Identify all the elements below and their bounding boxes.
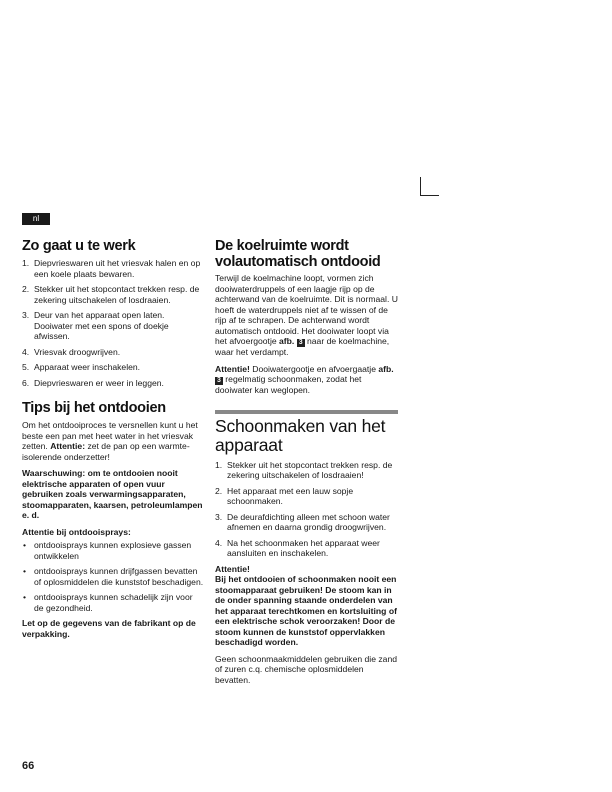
corner-crop-mark	[420, 177, 439, 196]
warning-text: Waarschuwing: om te ontdooien nooit elektrische apparaten of open vuur gebruiken zoals verwarmingsapparaten, stoomapparaten, kaarsen, petroleumlampen e. d.	[22, 468, 203, 520]
list-item: 2. Het apparaat met een lauw sopje schoonmaken.	[215, 485, 354, 506]
figure-reference-badge: 3	[217, 377, 221, 384]
cleaning-attention-label: Attentie!	[215, 563, 250, 574]
figure-reference-badge: 3	[298, 339, 303, 346]
list-item: 3. De deurafdichting alleen met schoon water afnemen en daarna grondig droogwrijven.	[215, 511, 390, 532]
right-column	[215, 232, 398, 685]
language-tab: nl	[22, 213, 50, 225]
manufacturer-note: Let op de gegevens van de fabrikant op de verpakking.	[22, 618, 196, 639]
page-number: 66	[22, 760, 35, 772]
cleaning-closing: Geen schoonmaakmiddelen gebruiken die zand of zuren c.q. chemische oplosmiddelen bevatten.	[215, 653, 398, 685]
list-item: 2. Stekker uit het stopcontact trekken resp. de zekering uitschakelen of losdraaien.	[22, 284, 200, 305]
koelruimte-attention: Attentie! Dooiwatergootje en afvoergaatje afb. 3 regelmatig schoonmaken, zodat het dooiwater kan weglopen.	[215, 363, 394, 395]
list-item: 4. Na het schoonmaken het apparaat weer aansluiten en inschakelen.	[215, 537, 380, 558]
list-item: 1. Diepvrieswaren uit het vriesvak halen en op een koele plaats bewaren.	[22, 258, 201, 279]
list-item: 6. Diepvrieswaren er weer in leggen.	[22, 377, 164, 388]
koelruimte-body: Terwijl de koelmachine loopt, vormen zich dooiwaterdruppels of een laagje rijp op de achterwand van de koelruimte. Dit is normaal. U hoeft de waterdruppels niet af te wissen of de rijp af te schrapen. De achterwand wordt automatisch ontdooid. Het dooiwater loopt via het afvoergootje afb. 3 naar de koelmachine, waar het verdampt.	[215, 273, 398, 357]
section-title-koelruimte-ontdooid: De koelruimte wordt volautomatisch ontdooid	[215, 238, 381, 270]
tips-intro: Om het ontdooiproces te versnellen kunt u het beste een pan met heet water in het vriesvak zetten. Attentie: zet de pan op een warmte-isolerende onderzetter!	[22, 420, 198, 462]
list-item: • ontdooisprays kunnen explosieve gassen ontwikkelen	[23, 540, 192, 561]
list-item: 3. Deur van het apparaat open laten. Dooiwater met een spons of doekje afwissen.	[22, 310, 169, 341]
sprays-heading: Attentie bij ontdooisprays:	[22, 526, 131, 537]
list-item: 4. Vriesvak droogwrijven.	[22, 346, 121, 357]
list-item: 5. Apparaat weer inschakelen.	[22, 362, 141, 372]
list-item: 1. Stekker uit het stopcontact trekken resp. de zekering uitschakelen of losdraaien!	[215, 459, 393, 480]
defrost-steps-list	[22, 258, 204, 388]
cleaning-steps-list	[215, 460, 398, 559]
list-item: • ontdooisprays kunnen drijfgassen bevatten of oplosmiddelen die kunststof beschadigen.	[23, 566, 204, 587]
sprays-list	[22, 540, 204, 613]
list-item: • ontdooisprays kunnen schadelijk zijn voor de gezondheid.	[23, 592, 193, 613]
section-title-zo-gaat-u-te-werk: Zo gaat u te werk	[22, 238, 136, 254]
section-title-schoonmaken: Schoonmaken van het apparaat	[215, 410, 398, 455]
section-title-tips-ontdooien: Tips bij het ontdooien	[22, 400, 166, 416]
cleaning-attention-text: Bij het ontdooien of schoonmaken nooit een stoomapparaat gebruiken! De stoom kan in de onder spanning staande onderdelen van het apparaat terechtkomen en kortsluiting of een elektrische schok veroorzaken! Door de stoom kunnen de kunststof oppervlakken beschadigd worden.	[215, 574, 397, 647]
left-column	[22, 232, 204, 639]
